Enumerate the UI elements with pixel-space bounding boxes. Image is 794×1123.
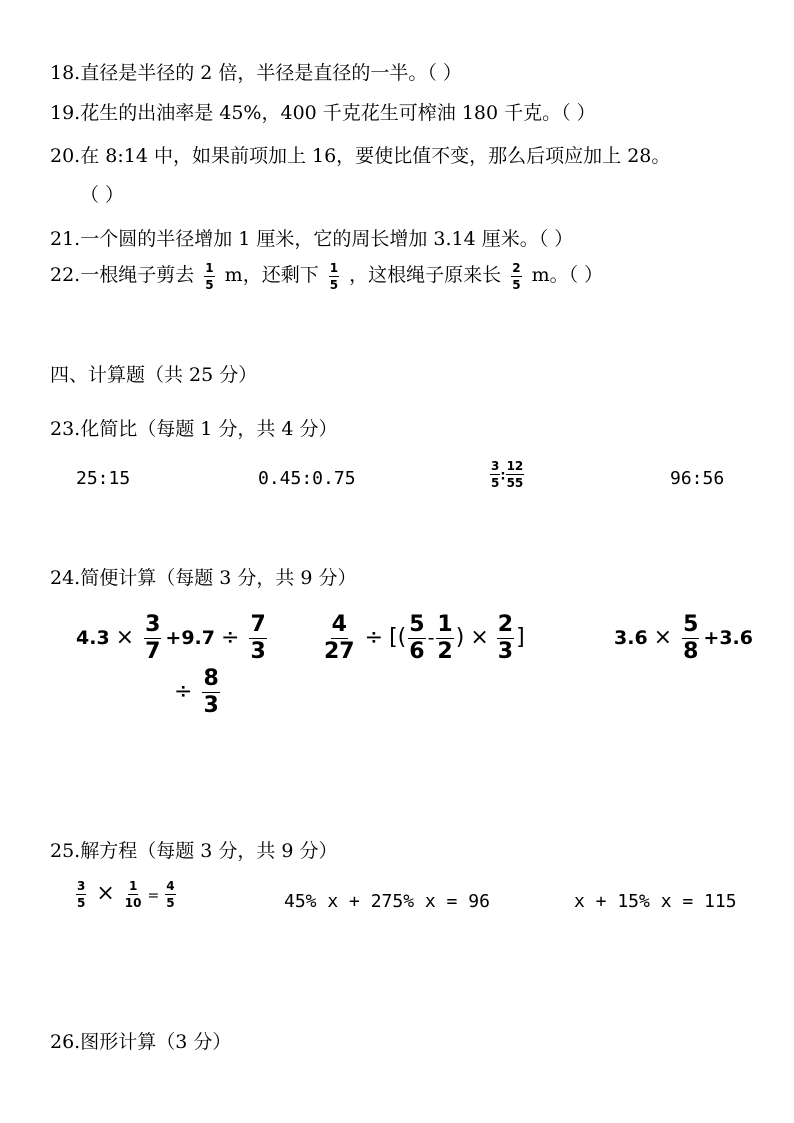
q22-fraction-3: $\frac{2}{5}$ (512, 260, 521, 292)
q25-e1-fraction-2: $\frac{1}{10}$ (124, 879, 142, 910)
question-18: 18.直径是半径的 2 倍，半径是直径的一半。（ ） (50, 62, 462, 84)
q24-e2-left-bracket: [ (389, 625, 398, 650)
q24-expr-3-continued (168, 668, 224, 717)
question-20: 20.在 8:14 中，如果前项加上 16，要使比值不变，那么后项应加上 28。 (50, 145, 671, 167)
q24-expr-2 (320, 614, 525, 663)
q23-expr-d: 96:56 (670, 468, 725, 489)
q23-c-colon: : (500, 468, 506, 484)
q24-e2-fraction-1: $\frac{4}{27}$ (324, 612, 355, 664)
q24-e2-divide: ÷ (364, 625, 384, 650)
q25-e1-times: × (96, 880, 115, 906)
q25-e1-fraction-3: $\frac{4}{5}$ (166, 879, 175, 910)
section-4-heading: 四、计算题（共 25 分） (50, 364, 258, 386)
q25-expr-3: x + 15% x = 115 (574, 891, 737, 912)
q23-expr-a: 25:15 (76, 468, 131, 489)
q22-prefix: 22.一根绳子剪去 (50, 264, 195, 286)
q24-e1-plus: +9.7 (165, 627, 215, 649)
q24-expr-3 (614, 614, 753, 663)
question-19: 19.花生的出油率是 45%，400 千克花生可榨油 180 千克。（ ） (50, 102, 596, 124)
q25-expr-2: 45% x + 275% x = 96 (284, 891, 490, 912)
q23-c-fraction-2: $\frac{12}{55}$ (506, 459, 524, 490)
q23-c-fraction-1: $\frac{3}{5}$ (491, 459, 500, 490)
q24-e2-minus: - (427, 627, 435, 649)
q22-fraction-2: $\frac{1}{5}$ (329, 260, 339, 292)
question-20-paren: （ ） (80, 184, 125, 206)
q25-expr-1 (72, 880, 180, 909)
q24-e3-fraction-2: $\frac{8}{3}$ (203, 666, 219, 718)
q24-e3-times: × (653, 625, 673, 650)
q25-title: 25.解方程（每题 3 分，共 9 分） (50, 840, 338, 862)
q24-e1-number: 4.3 (76, 627, 110, 649)
question-22 (50, 260, 603, 291)
q24-e3-fraction-1: $\frac{5}{8}$ (683, 612, 699, 664)
q24-e3-number: 3.6 (614, 627, 648, 649)
q26-title: 26.图形计算（3 分） (50, 1031, 232, 1053)
q24-e2-right-paren: ) (455, 625, 465, 650)
q23-expr-c (490, 460, 524, 489)
q24-e2-right-bracket: ] (516, 625, 525, 650)
q22-mid-1: m，还剩下 (224, 264, 319, 286)
q24-e2-fraction-4: $\frac{2}{3}$ (497, 612, 514, 664)
q25-e1-equals: = (147, 887, 160, 904)
q24-e3-divide: ÷ (174, 679, 193, 704)
q24-e1-fraction-2: $\frac{7}{3}$ (250, 612, 266, 664)
q24-e2-times: × (470, 625, 489, 650)
q24-e1-divide: ÷ (221, 625, 240, 650)
q24-expr-1 (76, 614, 271, 663)
q24-e1-fraction-1: $\frac{3}{7}$ (145, 612, 161, 664)
q23-title: 23.化简比（每题 1 分，共 4 分） (50, 418, 338, 440)
q24-e1-times: × (115, 625, 135, 650)
q25-e1-fraction-1: $\frac{3}{5}$ (77, 879, 86, 910)
q24-e2-fraction-2: $\frac{5}{6}$ (409, 612, 425, 664)
question-21: 21.一个圆的半径增加 1 厘米，它的周长增加 3.14 厘米。（ ） (50, 228, 574, 250)
q24-e3-plus: +3.6 (703, 627, 753, 649)
q22-fraction-1: $\frac{1}{5}$ (205, 260, 214, 292)
q23-expr-b: 0.45:0.75 (258, 468, 356, 489)
q22-mid-2: ，这根绳子原来长 (349, 264, 502, 286)
q24-title: 24.简便计算（每题 3 分，共 9 分） (50, 567, 357, 589)
q24-e2-fraction-3: $\frac{1}{2}$ (437, 612, 453, 664)
q22-suffix: m。（ ） (531, 264, 604, 286)
q24-e2-left-paren: ( (397, 625, 407, 650)
